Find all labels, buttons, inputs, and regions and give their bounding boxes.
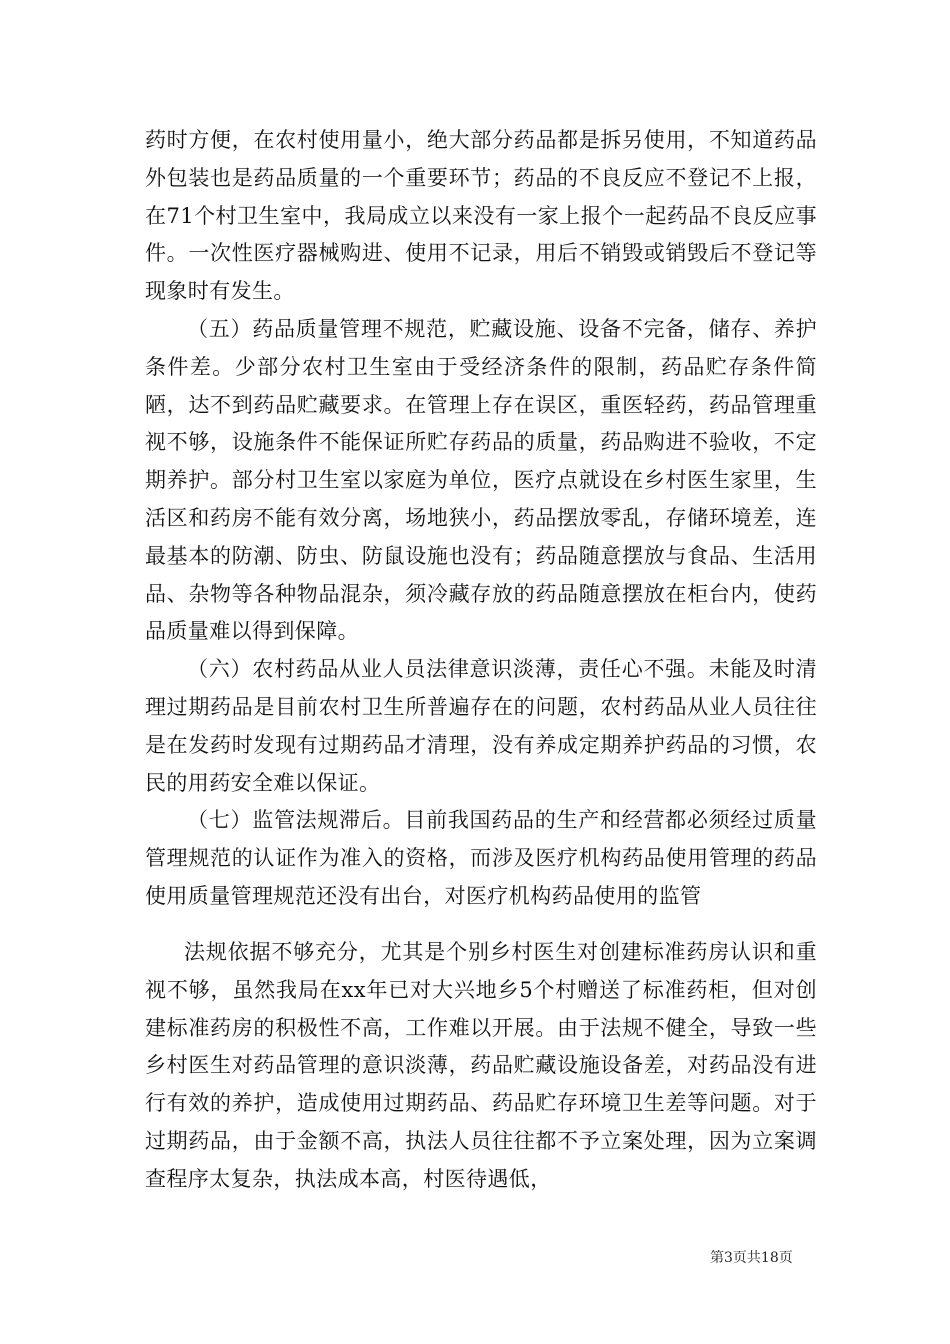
paragraph-section-7: （七）监管法规滞后。目前我国药品的生产和经营都必须经过质量管理规范的认证作为准入的资格，而涉及医疗机构药品使用管理的药品使用质量管理规范还没有出台，对医疗机构药品使用的监管 (145, 808, 817, 908)
body-text (145, 122, 817, 916)
paragraph-regulations: 法规依据不够充分，尤其是个别乡村医生对创建标准药房认识和重视不够，虽然我局在xx年已对大兴地乡5个村赠送了标准药柜，但对创建标准药房的积极性不高，工作难以开展。由于法规不健全，导致一些乡村医生对药品管理的意识淡薄，药品贮藏设施设备差，对药品没有进行有效的养护，造成使用过期药品、药品贮存环境卫生差等问题。对于过期药品，由于金额不高，执法人员往往都不予立案处理，因为立案调查程序太复杂，执法成本高，村医待遇低， (145, 940, 817, 1191)
paragraph-continued: 药时方便，在农村使用量小，绝大部分药品都是拆另使用，不知道药品外包装也是药品质量的一个重要环节；药品的不良反应不登记不上报，在71个村卫生室中，我局成立以来没有一家上报个一起药品不良反应事件。一次性医疗器械购进、使用不记录，用后不销毁或销毁后不登记等现象时有发生。 (145, 128, 817, 304)
body-text-continued (145, 934, 817, 1199)
paragraph-section-5: （五）药品质量管理不规范，贮藏设施、设备不完备，储存、养护条件差。少部分农村卫生室由于受经济条件的限制，药品贮存条件简陋，达不到药品贮藏要求。在管理上存在误区，重医轻药，药品管理重视不够，设施条件不能保证所贮存药品的质量，药品购进不验收，不定期养护。部分村卫生室以家庭为单位，医疗点就设在乡村医生家里，生活区和药房不能有效分离，场地狭小，药品摆放零乱，存储环境差，连最基本的防潮、防虫、防鼠设施也没有；药品随意摆放与食品、生活用品、杂物等各种物品混杂，须冷藏存放的药品随意摆放在柜台内，使药品质量难以得到保障。 (145, 316, 817, 644)
page-number: 第3页共18页 (710, 1250, 793, 1266)
paragraph-section-6: （六）农村药品从业人员法律意识淡薄，责任心不强。未能及时清理过期药品是目前农村卫生所普遍存在的问题，农村药品从业人员往往是在发药时发现有过期药品才清理，没有养成定期养护药品的习惯，农民的用药安全难以保证。 (145, 657, 817, 795)
